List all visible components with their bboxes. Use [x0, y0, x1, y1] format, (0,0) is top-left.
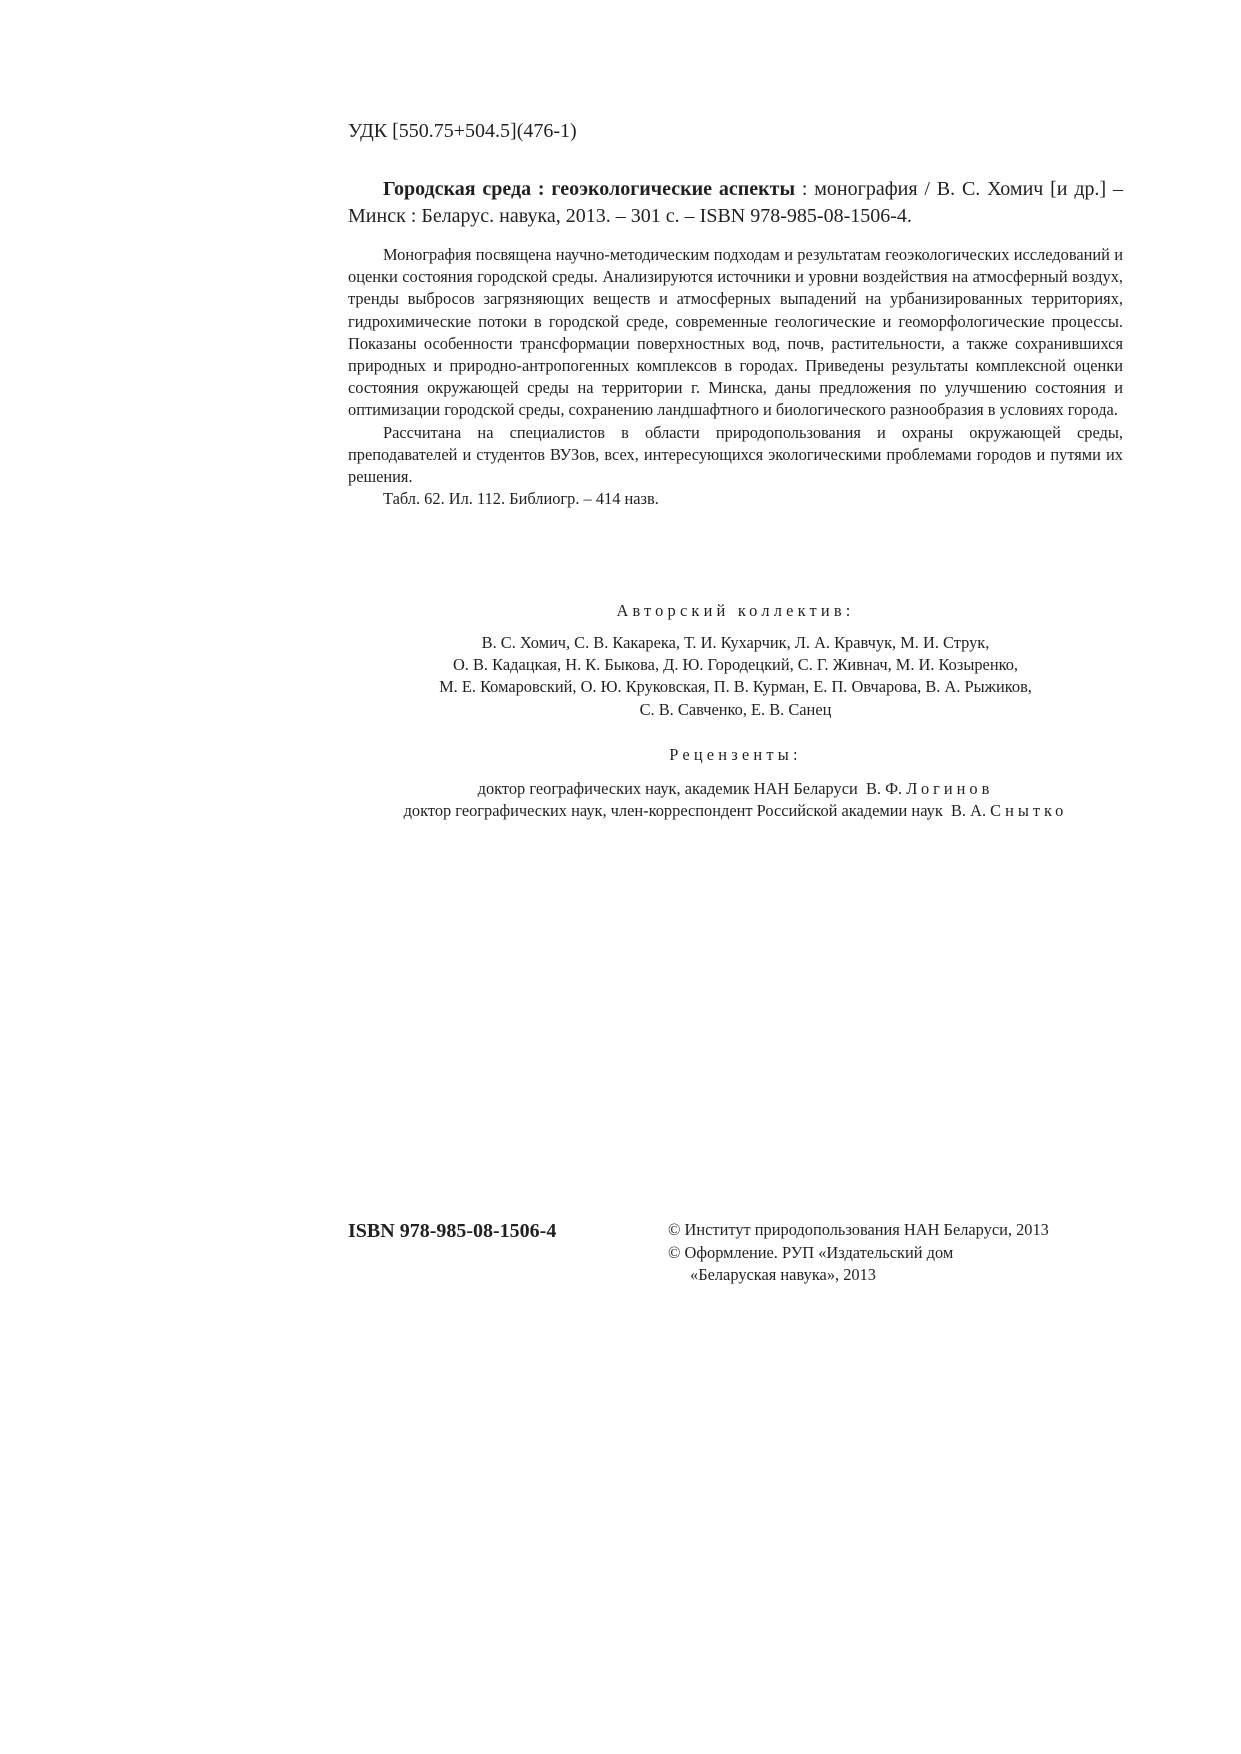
- udc-code: УДК [550.75+504.5](476-1): [348, 120, 577, 142]
- authors-line: В. С. Хомич, С. В. Какарека, Т. И. Кухарчик, Л. А. Кравчук, М. И. Струк,: [481, 633, 990, 652]
- annotation: [348, 244, 1123, 510]
- reviewer-surname: Снытко: [990, 801, 1068, 821]
- reviewer-role: доктор географических наук, член-корреспондент Российской академии наук: [403, 801, 943, 821]
- reviewer-initials: В. А.: [951, 801, 987, 821]
- authors-list: [348, 632, 1123, 721]
- reviewer-line: [348, 800, 1123, 822]
- reviewer-line: [348, 778, 1123, 800]
- reviewers-list: [348, 778, 1123, 822]
- isbn: ISBN 978-985-08-1506-4: [348, 1220, 557, 1242]
- bibliographic-details: : монография / В. С. Хомич [и др.] – Минск : Беларус. навука, 2013. – 301 с. – ISBN 978-985-08-1506-4.: [348, 178, 1123, 227]
- copyright-block: [668, 1219, 1049, 1287]
- bibliographic-entry: [348, 176, 1123, 230]
- book-title: Городская среда : геоэкологические аспекты: [383, 178, 796, 200]
- annotation-paragraph-1: Монография посвящена научно-методическим подходам и результатам геоэкологических исследований и оценки состояния городской среды. Анализируются источники и уровни воздействия на атмосферный воздух, тренды выбросов загрязняющих веществ и атмосферных выпадений на урбанизированных территориях, гидрохимические потоки в городской среде, современные геологические и геоморфологические процессы. Показаны особенности трансформации поверхностных вод, почв, растительности, а также сохранившихся природных и природно-антропогенных комплексов в городах. Приведены результаты комплексной оценки состояния окружающей среды на территории г. Минска, даны предложения по улучшению состояния и оптимизации городской среды, сохранению ландшафтного и биологического разнообразия в условиях города.: [348, 245, 1123, 420]
- copyright-line: «Беларуская навука», 2013: [690, 1265, 876, 1284]
- reviewer-role: доктор географических наук, академик НАН Беларуси: [477, 779, 858, 798]
- bibliographic-record: [348, 176, 1123, 230]
- reviewer-surname: Логинов: [906, 779, 994, 798]
- annotation-paragraph-2: Рассчитана на специалистов в области природопользования и охраны окружающей среды, преподавателей и студентов ВУЗов, всех, интересующихся экологическими проблемами городов и путями их решения.: [348, 422, 1123, 487]
- copyright-line: © Оформление. РУП «Издательский дом: [668, 1242, 954, 1262]
- copyright-line: © Институт природопользования НАН Беларуси, 2013: [668, 1220, 1049, 1239]
- authors-heading: Авторский коллектив:: [616, 601, 855, 620]
- reviewer-initials: В. Ф.: [865, 779, 903, 798]
- reviewers-heading: Рецензенты:: [669, 745, 802, 764]
- authors-line: С. В. Савченко, Е. В. Санец: [639, 699, 832, 719]
- annotation-paragraph-3: Табл. 62. Ил. 112. Библиогр. – 414 назв.: [383, 489, 659, 509]
- authors-line: О. В. Кадацкая, Н. К. Быкова, Д. Ю. Городецкий, С. Г. Живнач, М. И. Козыренко,: [452, 655, 1019, 675]
- authors-line: М. Е. Комаровский, О. Ю. Круковская, П. В. Курман, Е. П. Овчарова, В. А. Рыжиков,: [439, 677, 1032, 697]
